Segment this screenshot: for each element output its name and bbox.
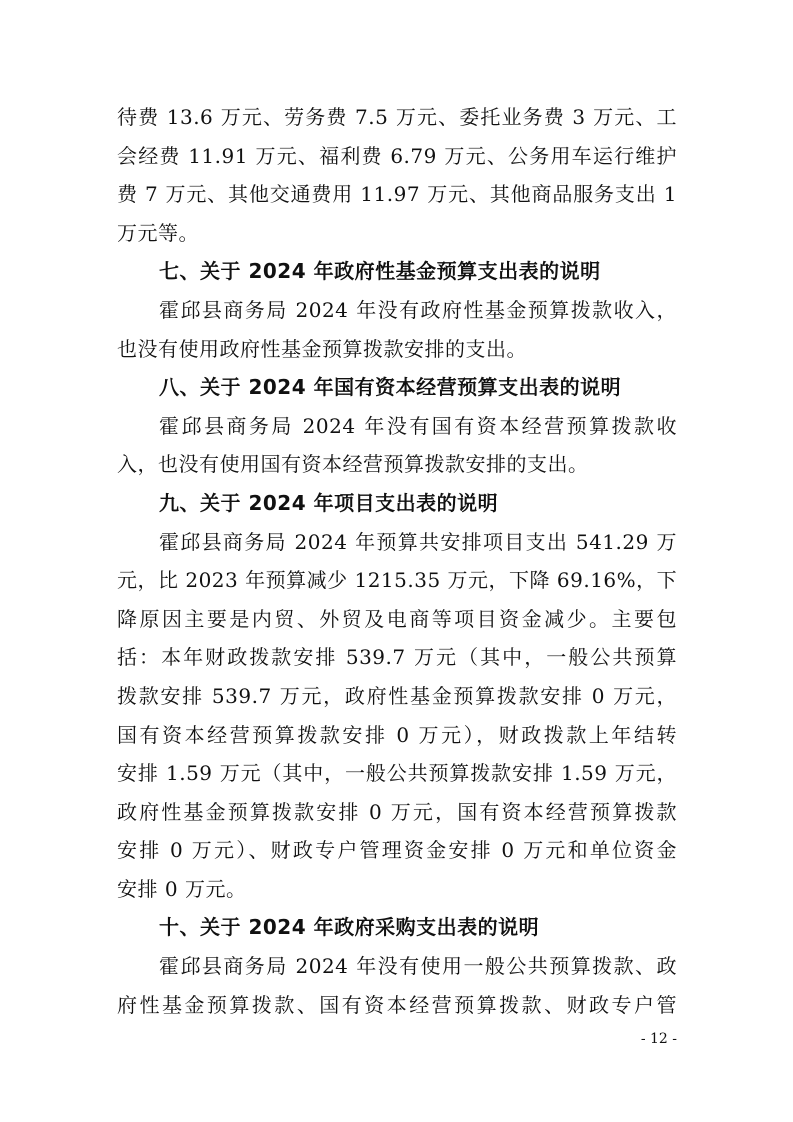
text-line: 霍邱县商务局 2024 年没有使用一般公共预算拨款、政: [159, 954, 677, 979]
section-heading-10: 十、关于 2024 年政府采购支出表的说明: [159, 915, 540, 940]
text-line: 政府性基金预算拨款安排 0 万元，国有资本经营预算拨款: [117, 799, 677, 824]
text-line: 安排 0 万元）、财政专户管理资金安排 0 万元和单位资金: [117, 838, 677, 863]
text-line: 费 7 万元、其他交通费用 11.97 万元、其他商品服务支出 1: [117, 182, 677, 207]
page-number: - 12 -: [640, 1031, 677, 1047]
text-line: 府性基金预算拨款、国有资本经营预算拨款、财政专户管: [117, 992, 677, 1017]
text-line: 霍邱县商务局 2024 年预算共安排项目支出 541.29 万: [159, 529, 677, 554]
text-line: 安排 1.59 万元（其中，一般公共预算拨款安排 1.59 万元，: [117, 761, 677, 786]
text-line: 安排 0 万元。: [117, 876, 247, 901]
text-line: 入，也没有使用国有资本经营预算拨款安排的支出。: [117, 452, 589, 477]
text-line: 待费 13.6 万元、劳务费 7.5 万元、委托业务费 3 万元、工: [117, 105, 677, 129]
body-text: [117, 98, 677, 1024]
section-heading-9: 九、关于 2024 年项目支出表的说明: [159, 490, 499, 515]
text-line: 万元等。: [117, 220, 199, 245]
section-heading-8: 八、关于 2024 年国有资本经营预算支出表的说明: [159, 375, 622, 400]
section-heading-7: 七、关于 2024 年政府性基金预算支出表的说明: [159, 259, 601, 284]
text-line: 会经费 11.91 万元、福利费 6.79 万元、公务用车运行维护: [117, 143, 677, 168]
text-line: 降原因主要是内贸、外贸及电商等项目资金减少。主要包: [117, 606, 677, 631]
text-line: 霍邱县商务局 2024 年没有国有资本经营预算拨款收: [159, 413, 677, 438]
text-line: 元，比 2023 年预算减少 1215.35 万元，下降 69.16%，下: [117, 568, 678, 593]
text-line: 括：本年财政拨款安排 539.7 万元（其中，一般公共预算: [117, 645, 677, 670]
text-line: 拨款安排 539.7 万元，政府性基金预算拨款安排 0 万元，: [117, 683, 677, 708]
text-line: 霍邱县商务局 2024 年没有政府性基金预算拨款收入，: [159, 297, 677, 322]
text-line: 国有资本经营预算拨款安排 0 万元），财政拨款上年结转: [117, 722, 677, 747]
text-line: 也没有使用政府性基金预算拨款安排的支出。: [117, 336, 527, 361]
